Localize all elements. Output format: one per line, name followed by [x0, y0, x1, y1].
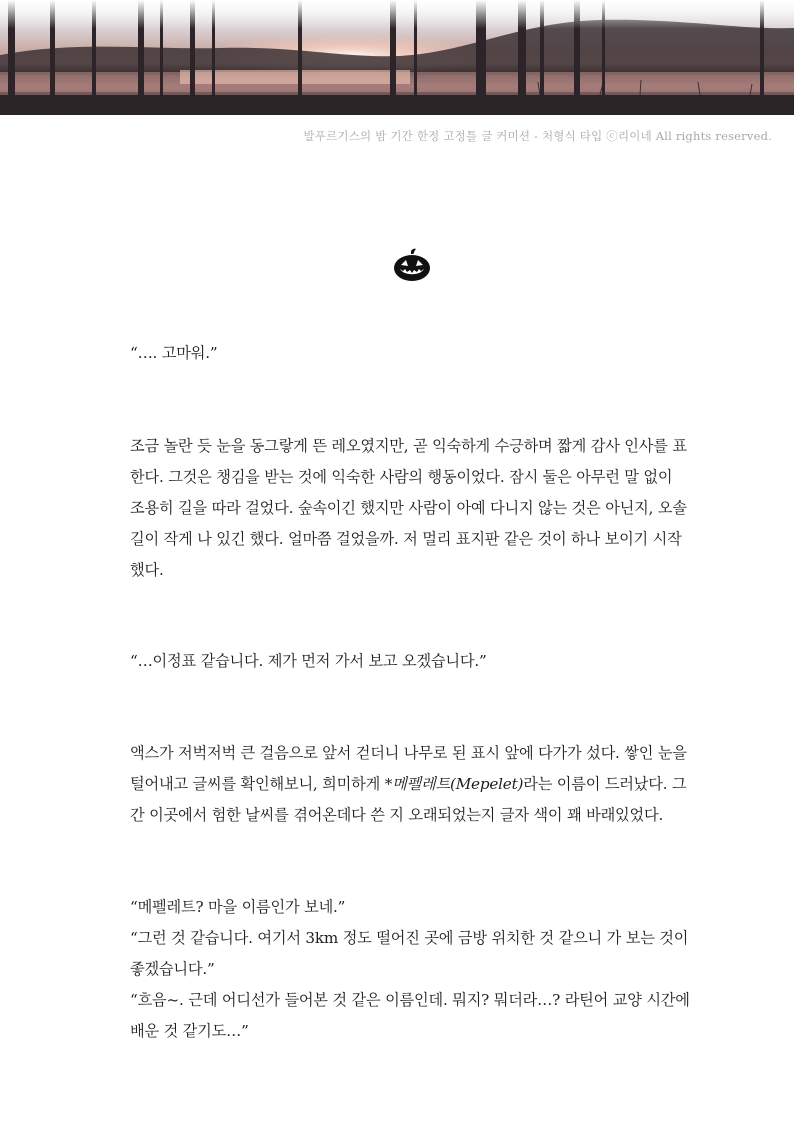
text-line: “그런 것 같습니다. 여기서 3km 정도 떨어진 곳에 금방 위치한 것 같으니 가 보는 것이: [130, 929, 689, 947]
text-line: 배운 것 같기도…”: [130, 1022, 249, 1040]
text-line: 간 이곳에서 험한 날씨를 겪어온데다 쓴 지 오래되었는지 글자 색이 꽤 바래있었다.: [130, 806, 664, 824]
text-fragment: 털어내고 글씨를 확인해보니, 희미하게: [130, 775, 385, 793]
narration-paragraph: [130, 431, 692, 586]
narration-paragraph: [130, 738, 692, 831]
dialog-paragraph: “…이정표 같습니다. 제가 먼저 가서 보고 오겠습니다.”: [130, 652, 487, 670]
village-name-emphasis: *메펠레트(Mepelet): [384, 775, 524, 793]
text-line: 조용히 길을 따라 걸었다. 숲속이긴 했지만 사람이 아예 다니지 않는 것은 아닌지, 오솔: [130, 499, 687, 517]
header-banner-image: [0, 0, 794, 115]
dialog-paragraph: [130, 892, 692, 1047]
text-line: “메펠레트? 마을 이름인가 보네.”: [130, 898, 346, 916]
text-line: 한다. 그것은 챙김을 받는 것에 익숙한 사람의 행동이었다. 잠시 둘은 아무런 말 없이: [130, 468, 673, 486]
text-line: “흐음~. 근데 어디선가 들어본 것 같은 이름인데. 뭐지? 뭐더라…? 라틴어 교양 시간에: [130, 991, 690, 1009]
copyright-notice: 발푸르기스의 밤 기간 한정 고정틀 글 커미션 - 처형식 타입 ⓒ리이네 All rights reserved.: [303, 129, 772, 143]
text-fragment: 라는 이름이 드러났다. 그: [523, 775, 687, 793]
text-line: [130, 769, 692, 800]
text-line: 했다.: [130, 561, 164, 579]
dialog-paragraph: “…. 고마워.”: [130, 344, 218, 362]
text-line: 액스가 저벅저벅 큰 걸음으로 앞서 걷더니 나무로 된 표시 앞에 다가가 섰다. 쌓인 눈을: [130, 744, 687, 762]
text-line: 길이 작게 나 있긴 했다. 얼마쯤 걸었을까. 저 멀리 표지판 같은 것이 하나 보이기 시작: [130, 530, 682, 548]
jack-o-lantern-icon: [392, 248, 432, 284]
text-line: 조금 놀란 듯 눈을 동그랗게 뜬 레오였지만, 곧 익숙하게 수긍하며 짧게 감사 인사를 표: [130, 437, 687, 455]
text-line: 좋겠습니다.”: [130, 960, 215, 978]
